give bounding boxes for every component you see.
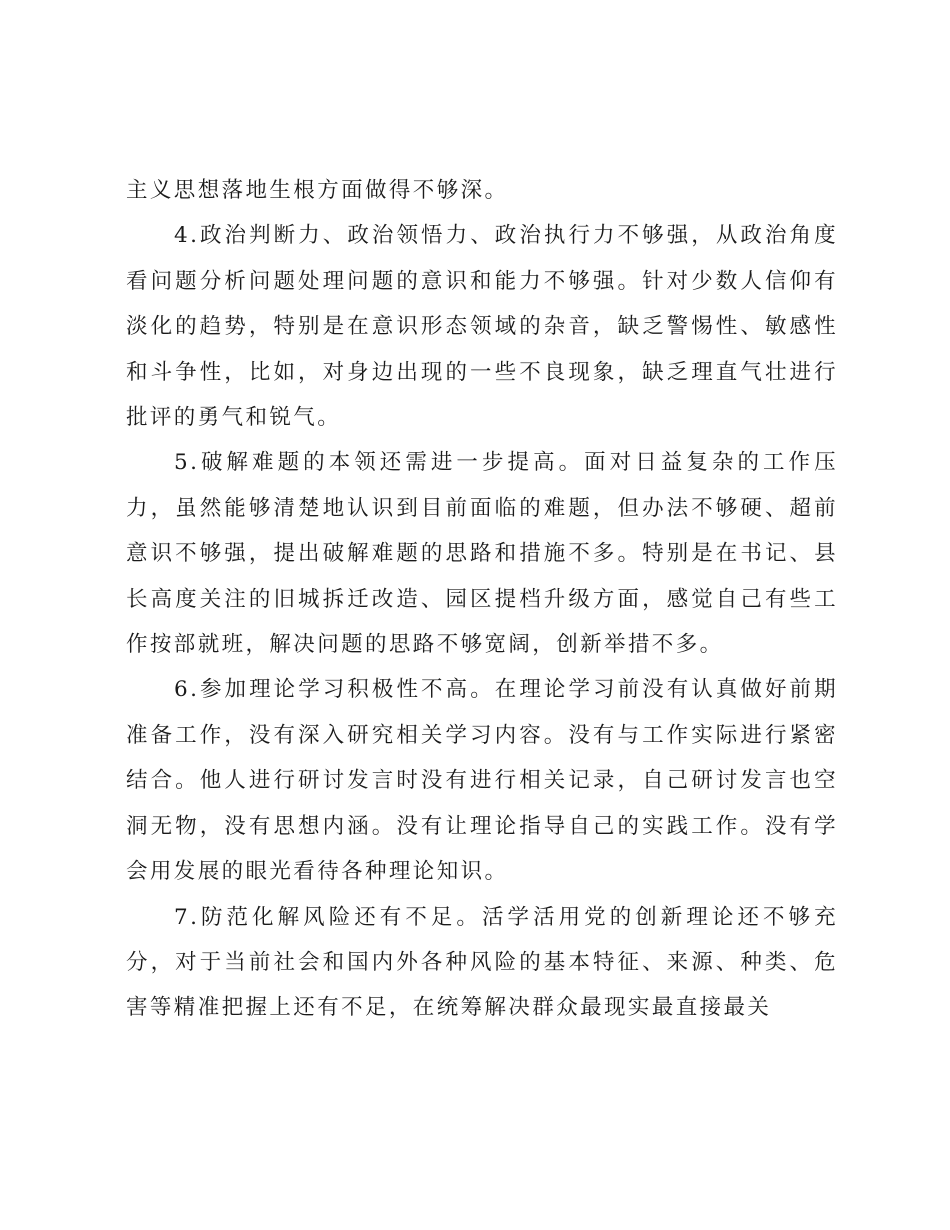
paragraph-item-5: 5.破解难题的本领还需进一步提高。面对日益复杂的工作压力，虽然能够清楚地认识到目前面临的难题，但办法不够硬、超前意识不够强，提出破解难题的思路和措施不多。特别是在书记、县长高度关注的旧城拆迁改造、园区提档升级方面，感觉自己有些工作按部就班，解决问题的思路不够宽阔，创新举措不多。: [126, 450, 838, 658]
paragraph-item-7: 7.防范化解风险还有不足。活学活用党的创新理论还不够充分，对于当前社会和国内外各种风险的基本特征、来源、种类、危害等精准把握上还有不足，在统筹解决群众最现实最直接最关: [126, 904, 838, 1021]
paragraph-item-6: 6.参加理论学习积极性不高。在理论学习前没有认真做好前期准备工作，没有深入研究相关学习内容。没有与工作实际进行紧密结合。他人进行研讨发言时没有进行相关记录，自己研讨发言也空洞无物，没有思想内涵。没有让理论指导自己的实践工作。没有学会用发展的眼光看待各种理论知识。: [126, 677, 838, 885]
paragraph-item-4: 4.政治判断力、政治领悟力、政治执行力不够强，从政治角度看问题分析问题处理问题的意识和能力不够强。针对少数人信仰有淡化的趋势，特别是在意识形态领域的杂音，缺乏警惕性、敏感性和斗争性，比如，对身边出现的一些不良现象，缺乏理直气壮进行批评的勇气和锐气。: [126, 223, 838, 431]
document-body: [126, 168, 838, 1031]
paragraph-continuation: 主义思想落地生根方面做得不够深。: [126, 178, 509, 203]
